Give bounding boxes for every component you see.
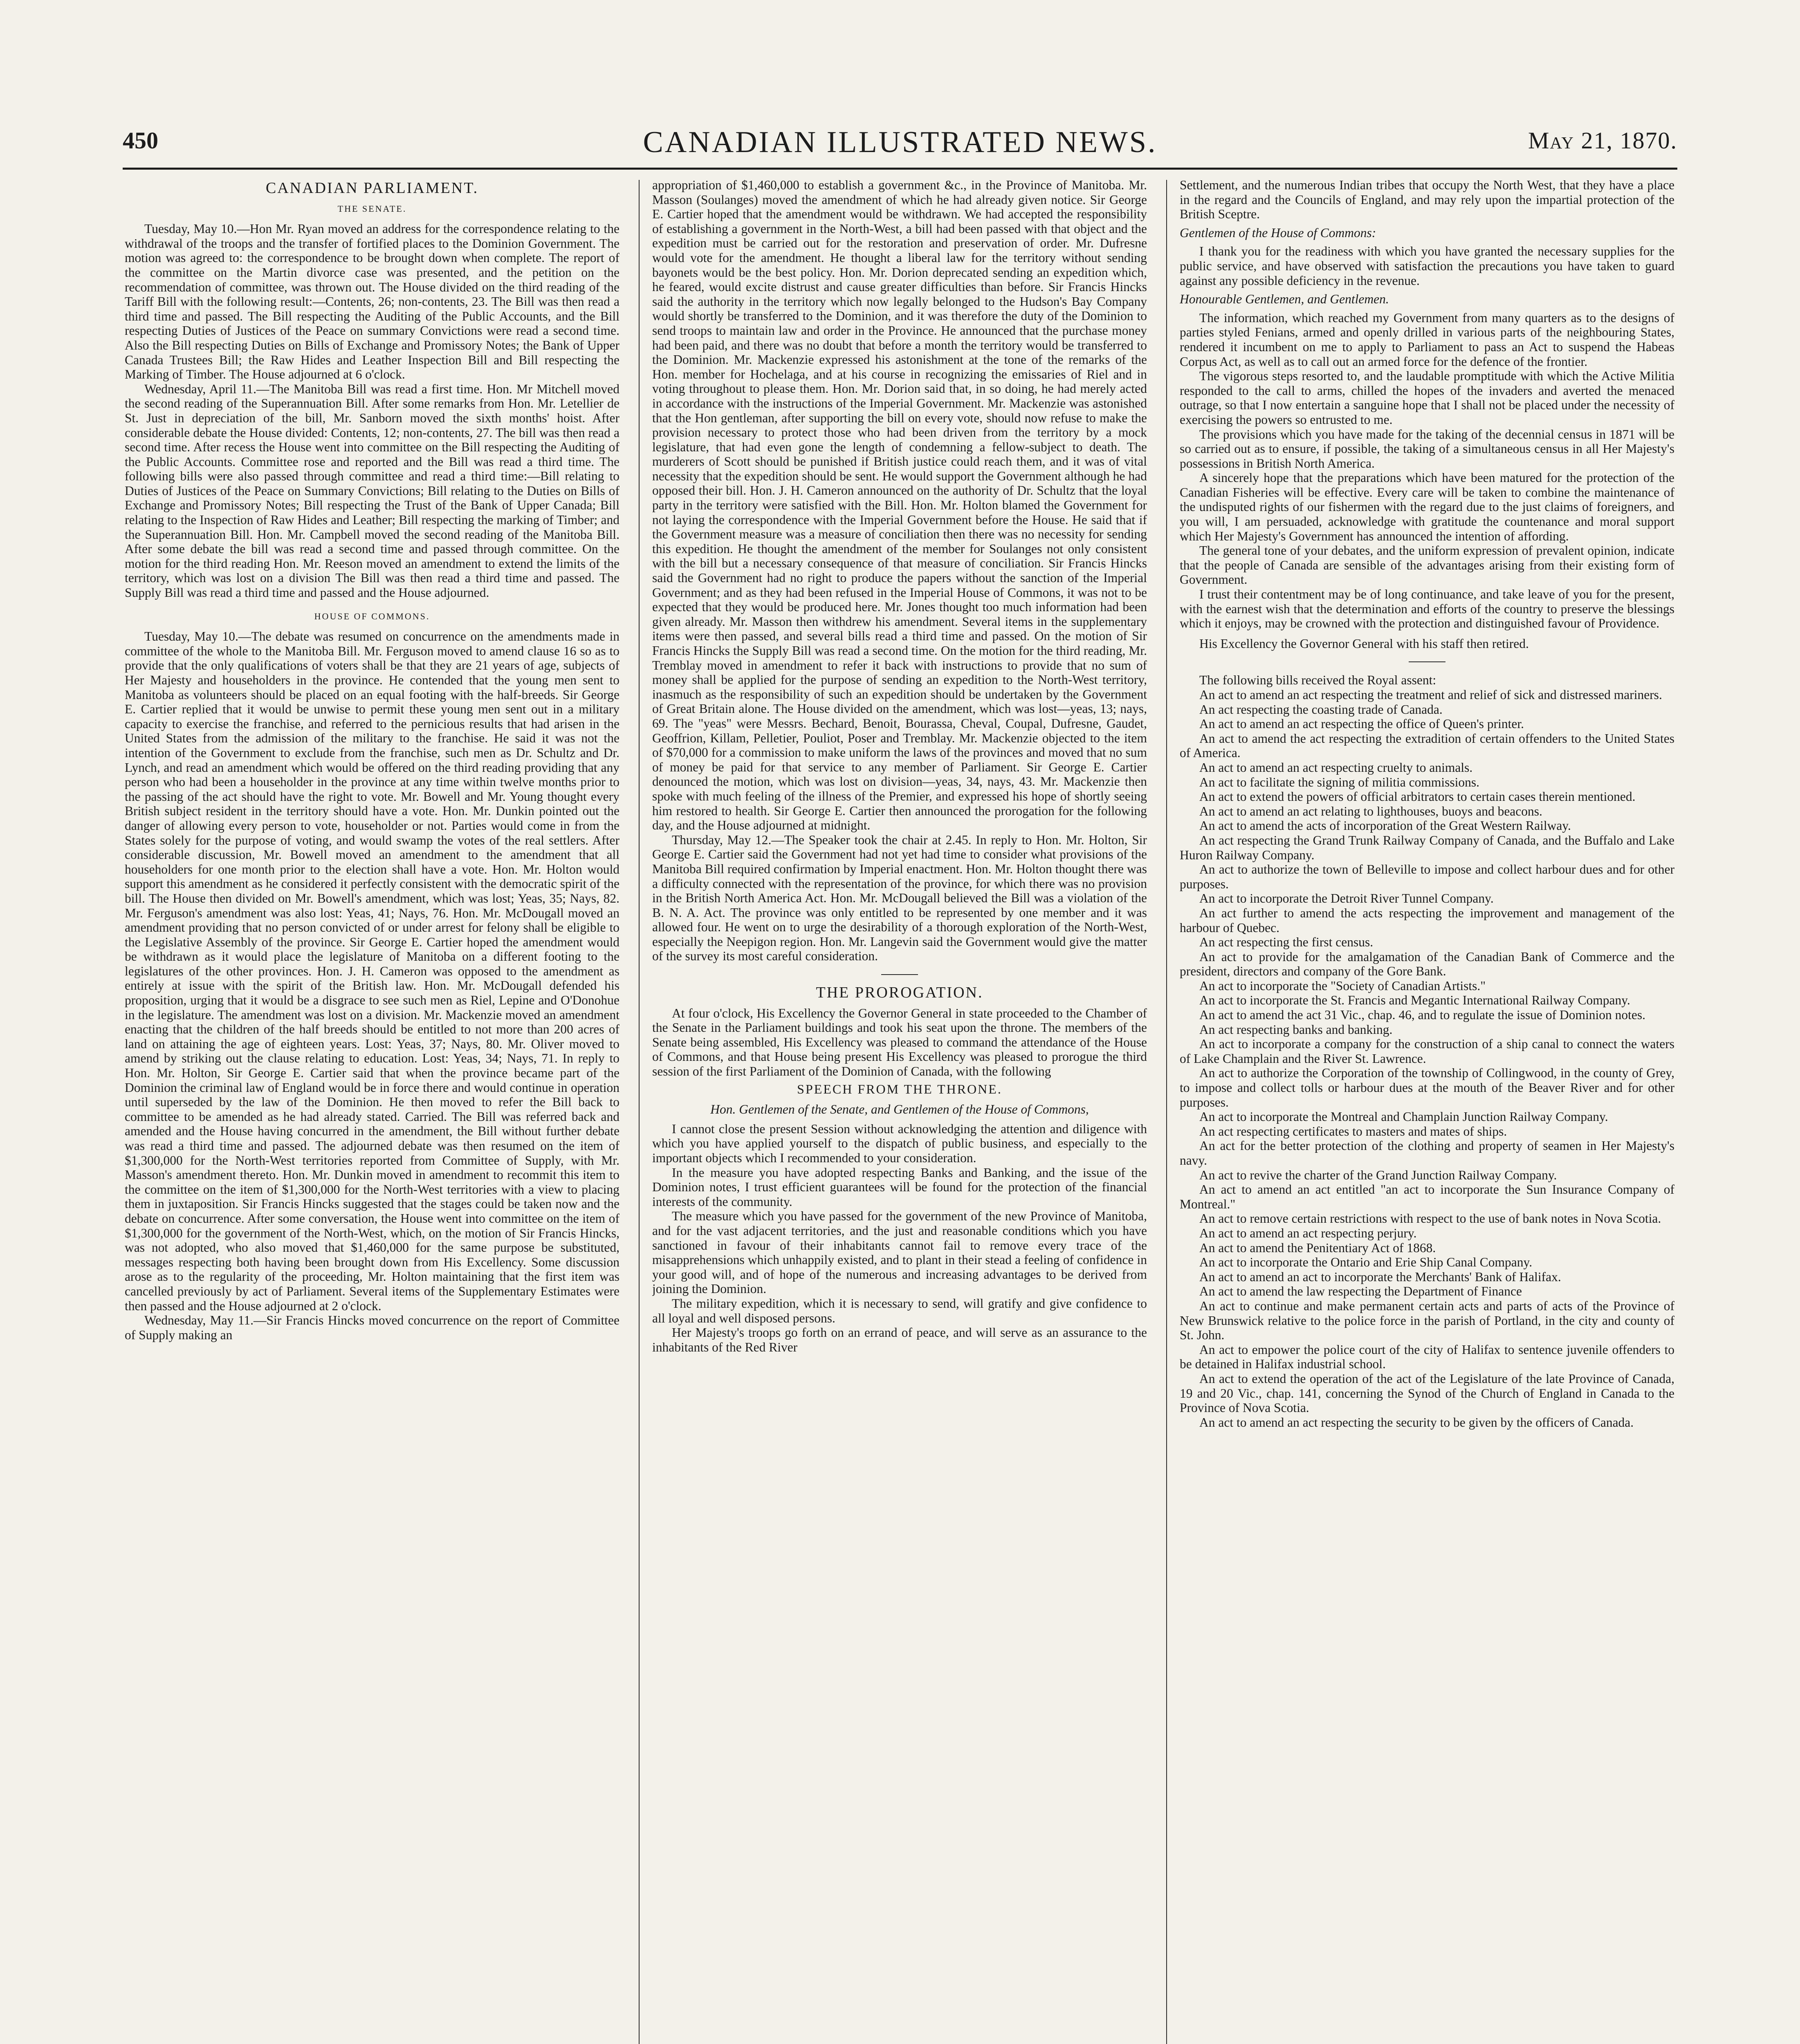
bill-item: An act to amend the acts of incorporation of the Great Western Railway.	[1199, 818, 1571, 833]
paragraph: appropriation of $1,460,000 to establish a government &c., in the Province of Manitoba. Mr. Masson (Soulanges) moved the amendment of which he had already given notice. Sir George E. Cartier hoped that the amendment would be withdrawn. We had accepted the responsibility of establishing a government in the North-West, a bill had been passed with that object and the expedition must be carried out for the restoration and preservation of order. Mr. Dufresne would vote for the amendment. He thought a liberal law for the territory without sending bayonets would be the best policy. Hon. Mr. Dorion deprecated sending an expedition which, he feared, would excite distrust and cause greater difficulties than before. Sir Francis Hincks said the authority in the territory which now legally belonged to the Hudson's Bay Company would shortly be transferred to the Dominion, and it was therefore the duty of the Dominion to send troops to maintain law and order in the Province. He announced that the purchase money had been paid, and there was no doubt that before a month the territory would be transferred to the Dominion. Mr. Mackenzie expressed his astonishment at the tone of the remarks of the Hon. member for Hochelaga, and at his course in recognizing the emissaries of Riel and in voting throughout to please them. Hon. Mr. Dorion said that, in so doing, he had merely acted in accordance with the instructions of the Imperial Government. Mr. Mackenzie was astonished that the Hon gentleman, after supporting the bill on every vote, should now refuse to make the provision necessary to protect those who had been driven from the territory by a mock legislature, that had even gone the length of condemning a fellow-subject to death. The murderers of Scott should be punished if British justice could reach them, and it was of vital necessity that the expedition should be sent. He would support the Government although he had opposed their bill. Hon. J. H. Cameron announced on the authority of Dr. Schultz that the loyal party in the territory were satisfied with the Bill. Hon. Mr. Holton blamed the Government for not laying the correspondence with the Imperial Government before the House. He said that if the Government measure was a measure of conciliation then there was no necessity for sending this expedition. He thought the amendment of the member for Soulanges not only consistent with the bill but a necessary consequence of that measure of conciliation. Sir Francis Hincks said the Government had no right to produce the papers without the sanction of the Imperial Government; and as they had been refused in the Imperial House of Commons, it was not to be expected that they would be produced here. Mr. Jones thought too much information had been given already. Mr. Masson then withdrew his amendment. Several items in the supplementary items were then passed, and several bills read a third time and passed. On the motion of Sir Francis Hincks the Supply Bill was read a second time. On the motion for the third reading, Mr. Tremblay moved in amendment to refer it back with instructions to provide that no sum of money shall be applied for the purpose of sending an expedition to the North-West territory, inasmuch as the responsibility of such an expedition should be undertaken by the Government of Great Britain alone. The House divided on the amendment, which was lost—yeas, 13; nays, 69. The "yeas" were Messrs. Bechard, Benoit, Bourassa, Cheval, Coupal, Dufresne, Gaudet, Geoffrion, Killam, Pelletier, Pouliot, Poser and Tremblay. Mr. Mackenzie objected to the item of $70,000 for a commission to make uniform the laws of the provinces and moved that no sum of money be paid for that service to any member of Parliament. Sir George E. Cartier denounced the motion, which was lost on division—yeas, 34, nays, 43. Mr. Mackenzie then spoke with much feeling of the illness of the Premier, and expressed his hope of shortly seeing him restored to health. Sir George E. Cartier then announced the prorogation for the following day, and the House adjourned at midnight.	[652, 178, 1147, 833]
column-3	[1180, 178, 1674, 2044]
bill-item: An act to amend an act respecting cruelty to animals.	[1199, 760, 1473, 775]
masthead	[123, 123, 1677, 170]
issue-date: May 21, 1870.	[1528, 127, 1677, 154]
article-heading: CANADIAN PARLIAMENT.	[265, 179, 479, 197]
speech-address: Gentlemen of the House of Commons:	[1180, 225, 1376, 240]
paragraph: The measure which you have passed for the government of the new Province of Manitoba, and for the vast adjacent territories, and the just and reasonable conditions which you have sanctioned in favour of their inhabitants cannot fail to remove every trace of the misapprehensions which unhappily existed, and to plant in their stead a feeling of confidence in your good will, and of hope of the numerous and increasing advantages to be derived from joining the Dominion.	[652, 1209, 1147, 1296]
paragraph: Tuesday, May 10.—Hon Mr. Ryan moved an address for the correspondence relating to the withdrawal of the troops and the transfer of fortified places to the Dominion Government. The motion was agreed to: the correspondence to be brought down when complete. The report of the committee on the Martin divorce case was presented, and the petition on the recommendation of committee, was thrown out. The House divided on the third reading of the Tariff Bill with the following result:—Contents, 26; non-contents, 23. The Bill was then read a third time and passed. The Bill respecting the Auditing of the Public Accounts, and the Bill respecting Duties of Justices of the Peace on summary Convictions were read a second time. Also the Bill respecting Duties on Bills of Exchange and Promissory Notes; the Bank of Upper Canada Trustees Bill; the Raw Hides and Leather Inspection Bill and Bill respecting the Marking of Timber. The House adjourned at 6 o'clock.	[125, 222, 619, 382]
bill-list	[1180, 688, 1674, 1430]
bill-item: An act to revive the charter of the Grand Junction Railway Company.	[1199, 1168, 1557, 1182]
section-heading-speech: SPEECH FROM THE THRONE.	[797, 1081, 1002, 1096]
bill-item: An act respecting the coasting trade of Canada.	[1199, 702, 1443, 717]
section-heading-prorogation: THE PROROGATION.	[816, 984, 983, 1002]
bill-item: An act to incorporate the "Society of Canadian Artists."	[1199, 978, 1486, 993]
newspaper-title: CANADIAN ILLUSTRATED NEWS.	[643, 126, 1157, 159]
bill-item: An act to amend an act respecting the security to be given by the officers of Canada.	[1199, 1415, 1634, 1430]
bill-item: An act to amend an act to incorporate the Merchants' Bank of Halifax.	[1199, 1269, 1561, 1284]
bill-item: An act respecting banks and banking.	[1199, 1022, 1393, 1037]
paragraph: The information, which reached my Government from many quarters as to the designs of parties styled Fenians, armed and openly drilled in various parts of the neighbouring States, rendered it incumbent on me to apply to Parliament to pass an Act to suspend the Habeas Corpus Act, as well as to call out an armed force for the defence of the frontier.	[1180, 310, 1674, 369]
page-number: 450	[123, 127, 158, 154]
paragraph: I cannot close the present Session without acknowledging the attention and diligence with which you have applied yourself to the dispatch of public business, and especially to the important objects which I recommended to your consideration.	[652, 1121, 1147, 1165]
section-rule	[1409, 661, 1445, 662]
paragraph: I thank you for the readiness with which you have granted the necessary supplies for the public service, and have observed with satisfaction the precautions you have taken to guard against any possible deficiency in the revenue.	[1180, 244, 1674, 288]
bill-item: An act to facilitate the signing of militia commissions.	[1199, 775, 1480, 789]
bill-item: An act respecting certificates to masters and mates of ships.	[1199, 1124, 1507, 1139]
paragraph: The military expedition, which it is necessary to send, will gratify and give confidence to all loyal and well disposed persons.	[652, 1296, 1147, 1325]
bill-item: An act to incorporate a company for the construction of a ship canal to connect the waters of Lake Champlain and the River St. Lawrence.	[1180, 1037, 1674, 1066]
bill-item: An act to amend an act respecting the office of Queen's printer.	[1199, 717, 1524, 731]
column-divider	[1166, 180, 1167, 2044]
paragraph: In the measure you have adopted respecting Banks and Banking, and the issue of the Dominion notes, I trust efficient guarantees will be found for the protection of the financial interests of the community.	[652, 1165, 1147, 1209]
section-rule	[881, 974, 918, 975]
bill-item: An act further to amend the acts respecting the improvement and management of the harbour of Quebec.	[1180, 905, 1674, 935]
paragraph: A sincerely hope that the preparations which have been matured for the protection of the Canadian Fisheries will be effective. Every care will be taken to combine the maintenance of the undisputed rights of our fishermen with the regard due to the just claims of foreigners, and you will, I am persuaded, acknowledge with gratitude the countenance and moral support which Her Majesty's Government has announced the intention of affording.	[1180, 471, 1674, 543]
bill-item: An act to amend an act entitled "an act to incorporate the Sun Insurance Company of Montreal."	[1180, 1182, 1674, 1211]
paragraph: Wednesday, April 11.—The Manitoba Bill was read a first time. Hon. Mr Mitchell moved the second reading of the Superannuation Bill. After some remarks from Hon. Mr. Letellier de St. Just in depreciation of the bill, Mr. Sanborn moved the sixth months' hoist. After considerable debate the House divided: Contents, 12; non-contents, 27. The bill was then read a second time. After recess the House went into committee on the Bill respecting the Auditing of the Public Accounts. Committee rose and reported and the Bill was read a third time. The following bills were also passed through committee and read a third time:—Bill relating to Duties of Justices of the Peace on Summary Convictions; Bill relating to the Duties on Bills of Exchange and Promissory Notes; Bill respecting the Trust of the Bank of Upper Canada; Bill relating to the Inspection of Raw Hides and Leather; Bill respecting the marking of Timber; and the Superannuation Bill. Hon. Mr. Campbell moved the second reading of the Manitoba Bill. After some debate the bill was read a second time and passed through committee. On the motion for the third reading Hon. Mr. Reeson moved an amendment to extend the limits of the territory, which was lost on a division The Bill was then read a third time and passed. The Supply Bill was read a third time and passed and the House adjourned.	[125, 381, 619, 600]
paragraph: Her Majesty's troops go forth on an errand of peace, and will serve as an assurance to the inhabitants of the Red River	[652, 1325, 1147, 1354]
paragraph: The general tone of your debates, and the uniform expression of prevalent opinion, indicate that the people of Canada are sensible of the advantages arising from their existing form of Government.	[1180, 543, 1674, 587]
bill-item: An act to amend an act relating to lighthouses, buoys and beacons.	[1199, 804, 1542, 818]
paragraph: At four o'clock, His Excellency the Governor General in state proceeded to the Chamber of the Senate in the Parliament buildings and took his seat upon the throne. The members of the Senate being assembled, His Excellency was pleased to command the attendance of the House of Commons, and that House being present His Excellency was pleased to prorogue the third session of the first Parliament of the Dominion of Canada, with the following	[652, 1006, 1147, 1079]
bill-item: An act to amend the act 31 Vic., chap. 46, and to regulate the issue of Dominion notes.	[1199, 1008, 1645, 1022]
paragraph: His Excellency the Governor General with his staff then retired.	[1199, 636, 1529, 651]
section-heading-commons: HOUSE OF COMMONS.	[314, 611, 430, 621]
column-divider	[639, 180, 640, 2044]
speech-address: Honourable Gentlemen, and Gentlemen.	[1180, 292, 1389, 307]
paragraph: Tuesday, May 10.—The debate was resumed on concurrence on the amendments made in committee of the whole to the Manitoba Bill. Mr. Ferguson moved to amend clause 16 so as to provide that the only qualifications of voters shall be that they are 21 years of age, subjects of Her Majesty and householders in the province. He contended that the young men sent to Manitoba as volunteers should be placed on an equal footing with the half-breeds. Sir George E. Cartier replied that it would be unwise to permit these young men sent out in a military capacity to exercise the franchise, and referred to the pernicious results that had arisen in the United States from the admission of the military to the franchise. He said it was not the intention of the Government to exclude from the franchise, such men as Dr. Schultz and Dr. Lynch, and read an amendment which would be offered on the third reading providing that any person who had been a householder in the province at any time within twelve months prior to the passing of the act should have the right to vote. Mr. Bowell and Mr. Young thought every British subject resident in the territory should have a vote. Hon. Mr. Dunkin pointed out the danger of allowing every person to vote, householder or not. Parties would come in from the States solely for the purpose of voting, and would swamp the votes of the real settlers. After considerable discussion, Mr. Bowell moved an amendment to the amendment that all householders for one month prior to the election shall have a vote. Hon. Mr. Holton would support this amendment as he considered it perfectly consistent with the democratic spirit of the bill. The House then divided on Mr. Bowell's amendment, which was lost; Yeas, 35; Nays, 82. Mr. Ferguson's amendment was also lost: Yeas, 41; Nays, 76. Hon. Mr. McDougall moved an amendment providing that no person convicted of or under arrest for felony shall be eligible to the Legislative Assembly of the province. Sir George E. Cartier hoped the amendment would be withdrawn as it would place the legislature of Manitoba on a different footing to the legislatures of the other provinces. Hon. J. H. Cameron was opposed to the amendment as entirely at issue with the spirit of the British law. Hon. Mr. McDougall defended his proposition, urging that it would be a disgrace to see such men as Riel, Lepine and O'Donohue in the legislature. The amendment was lost on a division. Mr. Mackenzie moved an amendment enacting that the children of the half breeds should be entitled to not more than 200 acres of land on attaining the age of eighteen years. Lost: Yeas, 37; Nays, 80. Mr. Oliver moved to amend by striking out the clause relating to education. Lost: Yeas, 34; Nays, 71. In reply to Hon. Mr. Holton, Sir George E. Cartier said that when the province became part of the Dominion the criminal law of England would be in force there and would continue in operation until superseded by the law of the Dominion. He then moved to refer the Bill back to committee to be amended as he had already stated. Carried. The Bill was referred back and amended and the House having concurred in the amendment, the Bill without further debate was read a third time and passed. The adjourned debate was then resumed on the item of $1,300,000 for the North-West territories reported from Committee of Supply, with Mr. Masson's amendment thereto. Hon. Mr. Dunkin moved in amendment to recommit this item to the committee on the item of $1,300,000 for the North-West territories with a view to placing them in juxtaposition. Sir Francis Hincks suggested that the stages could be taken now and the debate on concurrence. After some conversation, the House went into committee on the item of $1,300,000 for the government of the North-West, which, on the motion of Sir Francis Hincks, was not adopted, who also moved that $1,460,000 for the same purpose be substituted, messages respecting both having been brought down from His Excellency. Some discussion arose as to the regularity of the proceeding, Mr. Holton maintaining that the first item was cancelled previously by act of Parliament. Several items of the Supplementary Estimates were then passed and the House adjourned at 2 o'clock.	[125, 629, 619, 1313]
paragraph: The following bills received the Royal assent:	[1199, 673, 1436, 688]
bill-item: An act to extend the operation of the act of the Legislature of the late Province of Canada, 19 and 20 Vic., chap. 141, concerning the Synod of the Church of England in Canada to the Province of Nova Scotia.	[1180, 1371, 1674, 1415]
paragraph: The provisions which you have made for the taking of the decennial census in 1871 will be so carried out as to ensure, if possible, the taking of a simultaneous census in all Her Majesty's possessions in British North America.	[1180, 427, 1674, 471]
bill-item: An act to authorize the Corporation of the township of Collingwood, in the county of Grey, to impose and collect tolls or harbour dues at the mouth of the Beaver River and for other purposes.	[1180, 1066, 1674, 1109]
bill-item: An act to amend an act respecting the treatment and relief of sick and distressed mariners.	[1199, 688, 1662, 702]
paragraph: Wednesday, May 11.—Sir Francis Hincks moved concurrence on the report of Committee of Supply making an	[125, 1313, 619, 1342]
bill-item: An act to incorporate the Montreal and Champlain Junction Railway Company.	[1199, 1109, 1608, 1124]
paragraph: The vigorous steps resorted to, and the laudable promptitude with which the Active Militia responded to the call to arms, chilled the hopes of the invaders and averted the menaced outrage, so that I now entertain a sanguine hope that I shall not be placed under the necessity of exercising the powers so entrusted to me.	[1180, 369, 1674, 427]
section-heading-senate: THE SENATE.	[337, 203, 407, 214]
bill-item: An act to extend the powers of official arbitrators to certain cases therein mentioned.	[1199, 789, 1636, 804]
bill-item: An act to provide for the amalgamation of the Canadian Bank of Commerce and the president, directors and company of the Gore Bank.	[1180, 949, 1674, 979]
bill-item: An act respecting the Grand Trunk Railway Company of Canada, and the Buffalo and Lake Huron Railway Company.	[1180, 833, 1674, 862]
bill-item: An act to amend the law respecting the Department of Finance	[1199, 1284, 1522, 1299]
bill-item: An act respecting the first census.	[1199, 935, 1374, 950]
bill-item: An act to amend an act respecting perjury.	[1199, 1226, 1417, 1240]
bill-item: An act to amend the Penitentiary Act of 1868.	[1199, 1240, 1436, 1255]
bill-item: An act to incorporate the St. Francis and Megantic International Railway Company.	[1199, 993, 1630, 1008]
bill-item: An act to incorporate the Detroit River Tunnel Company.	[1199, 891, 1494, 906]
bill-item: An act to empower the police court of the city of Halifax to sentence juvenile offenders to be detained in Halifax industrial school.	[1180, 1342, 1674, 1372]
bill-item: An act to remove certain restrictions with respect to the use of bank notes in Nova Scotia.	[1199, 1211, 1661, 1226]
bill-item: An act to incorporate the Ontario and Erie Ship Canal Company.	[1199, 1255, 1533, 1270]
column-2	[652, 178, 1147, 2044]
paragraph: Thursday, May 12.—The Speaker took the chair at 2.45. In reply to Hon. Mr. Holton, Sir George E. Cartier said the Government had not yet had time to consider what provisions of the Manitoba Bill required confirmation by Imperial enactment. Hon. Mr. Holton thought there was a difficulty connected with the representation of the province, for which there was no provision in the British North America Act. Hon. Mr. McDougall believed the Bill was a violation of the B. N. A. Act. The province was only entitled to be represented by one member and it was allowed four. He went on to urge the desirability of a thorough exploration of the North-West, especially the Neepigon region. Hon. Mr. Langevin said the Government would give the matter of the survey its most careful consideration.	[652, 832, 1147, 964]
bill-item: An act to authorize the town of Belleville to impose and collect harbour dues and for other purposes.	[1180, 862, 1674, 891]
speech-address: Hon. Gentlemen of the Senate, and Gentlemen of the House of Commons,	[710, 1102, 1089, 1117]
bill-item: An act to amend the act respecting the extradition of certain offenders to the United States of America.	[1180, 731, 1674, 760]
column-1	[125, 178, 619, 2044]
bill-item: An act to continue and make permanent certain acts and parts of acts of the Province of New Brunswick relative to the police force in the parish of Portland, in the city and county of St. John.	[1180, 1298, 1674, 1342]
paragraph: Settlement, and the numerous Indian tribes that occupy the North West, that they have a place in the regard and the Councils of England, and may rely upon the impartial protection of the British Sceptre.	[1180, 178, 1674, 222]
bill-item: An act for the better protection of the clothing and property of seamen in Her Majesty's navy.	[1180, 1139, 1674, 1168]
paragraph: I trust their contentment may be of long continuance, and take leave of you for the present, with the earnest wish that the determination and efforts of the country to preserve the blessings which it enjoys, may be crowned with the protection and distinguished favour of Providence.	[1180, 587, 1674, 631]
